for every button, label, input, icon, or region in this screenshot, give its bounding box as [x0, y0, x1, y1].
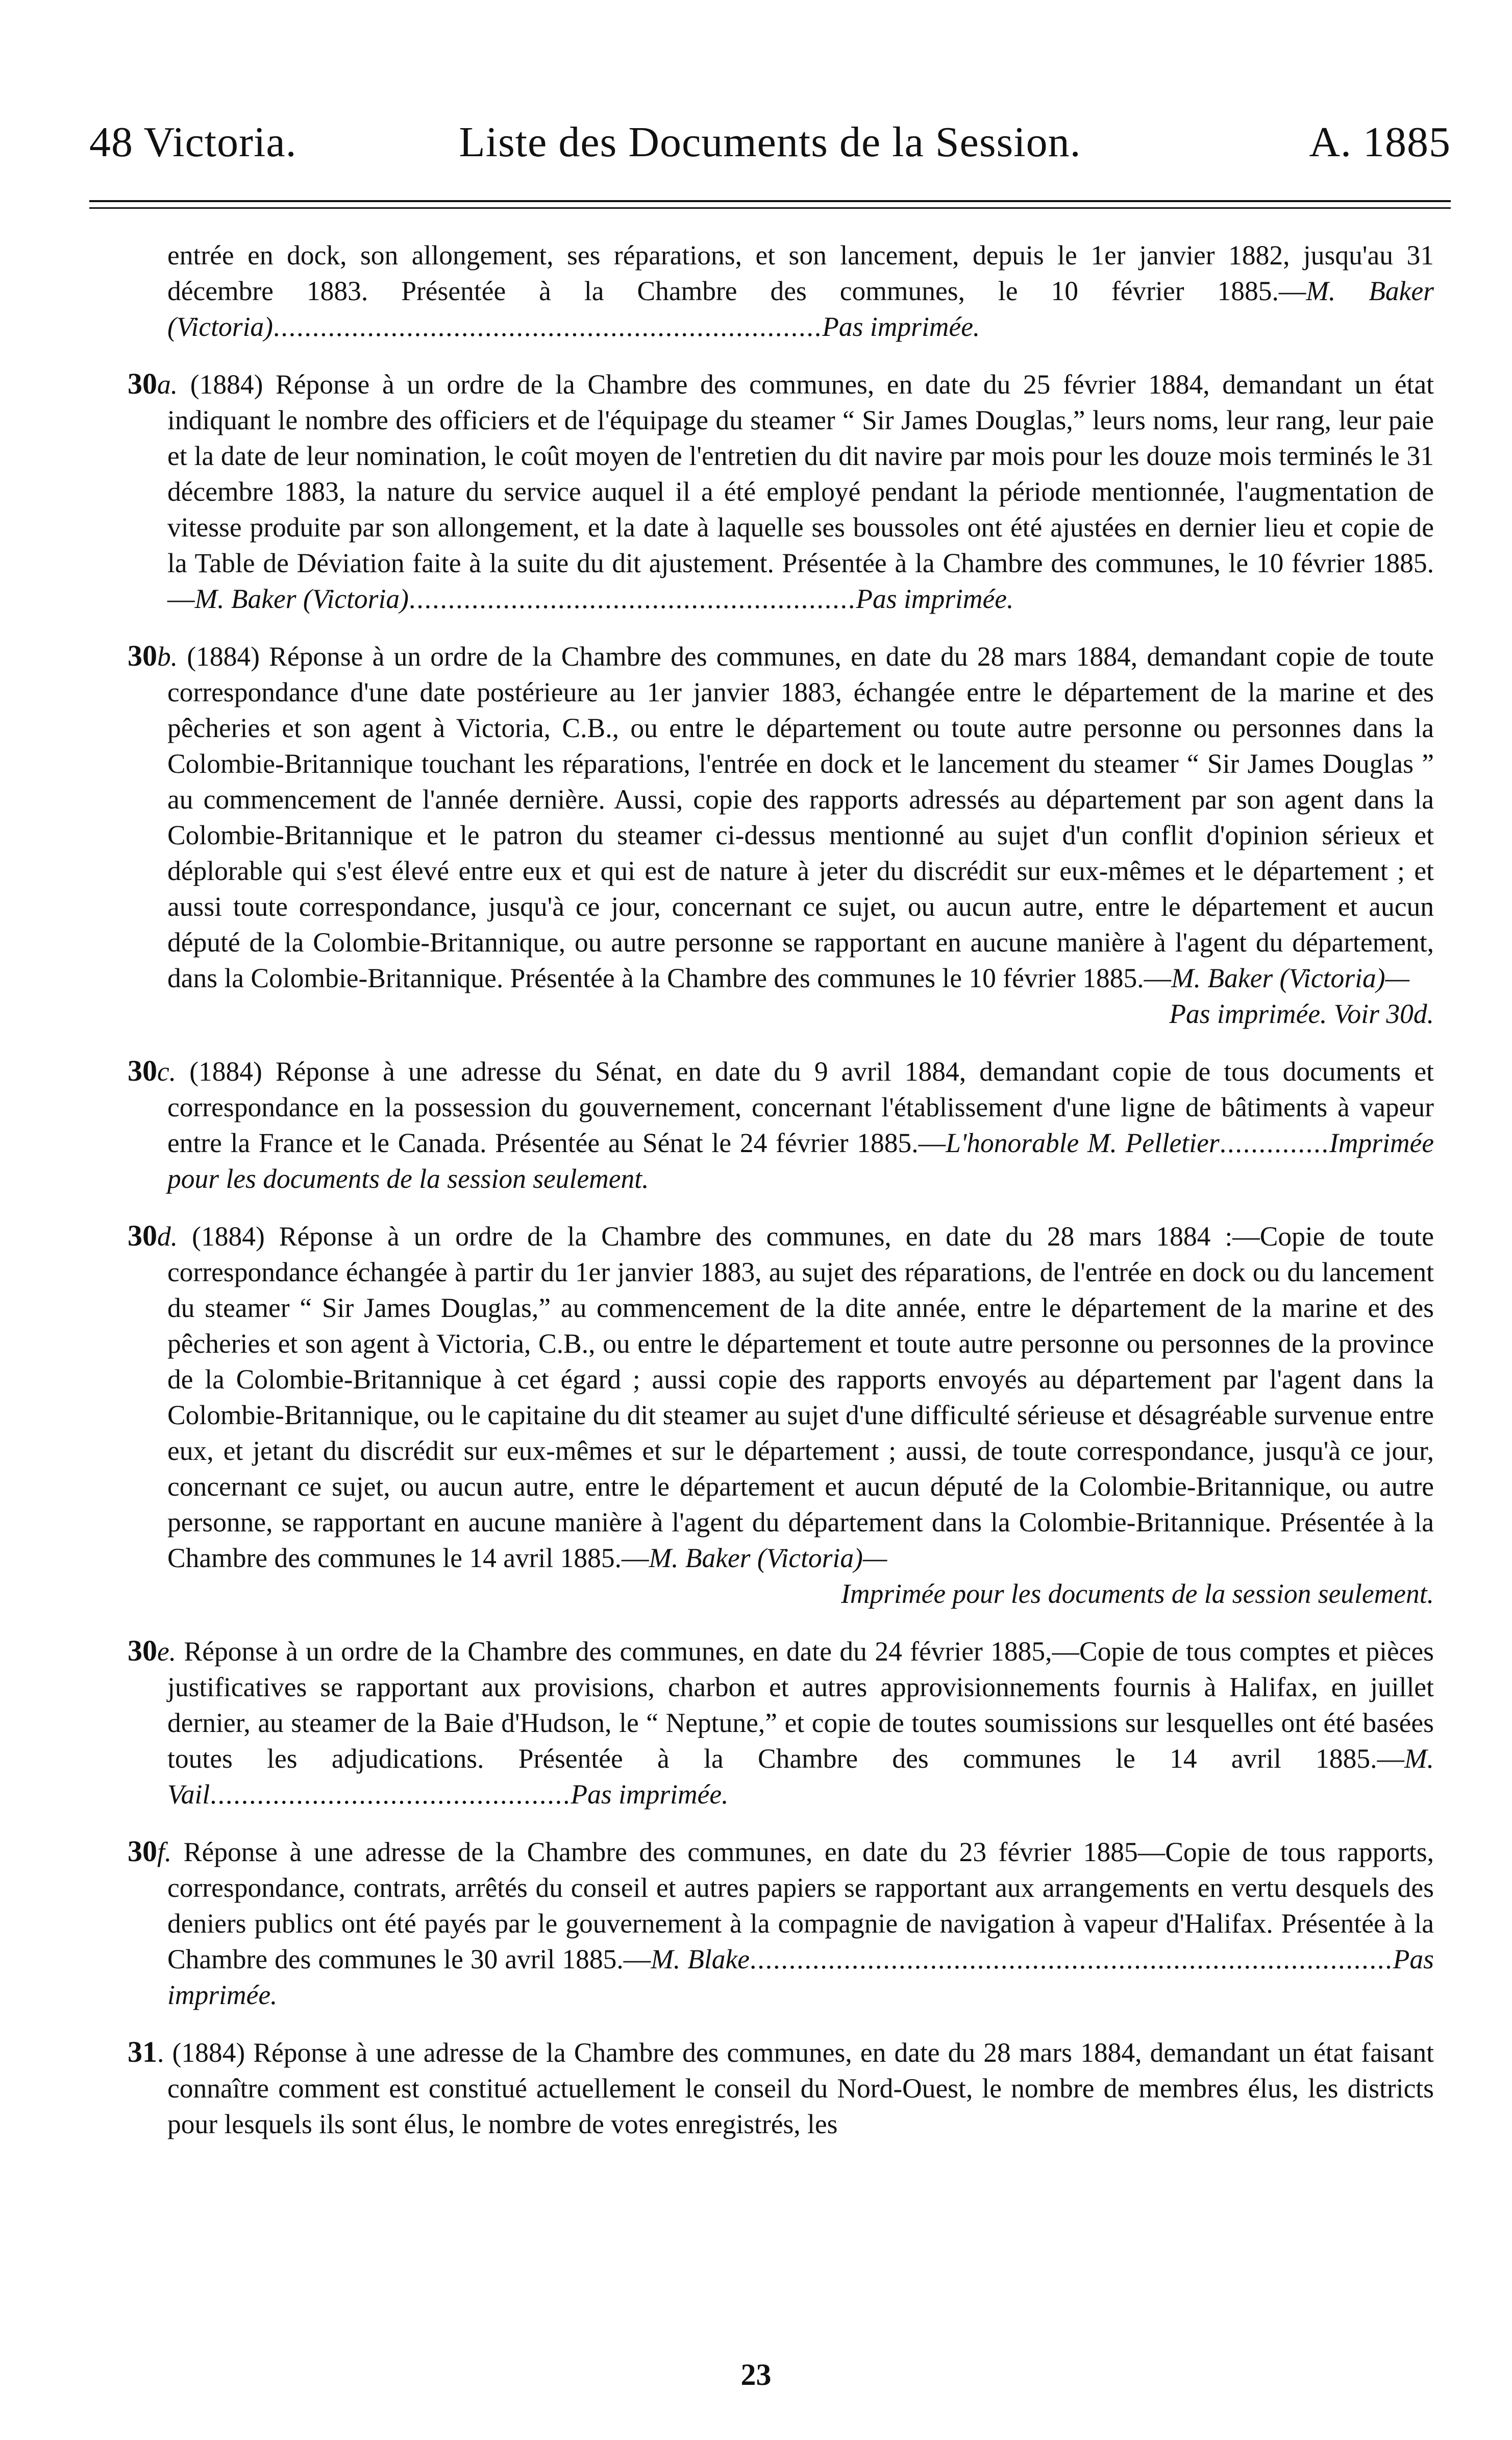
entry-leader: .........................................................: [408, 583, 856, 614]
entry-leader: ..................................................................................: [749, 1944, 1393, 1974]
entry-30b: [128, 638, 1434, 1032]
entry-sponsor: M. Vail: [167, 1743, 1434, 1810]
entry-sponsor: M. Baker (Victoria)—: [1171, 963, 1410, 993]
header-right: A. 1885: [1309, 118, 1451, 166]
entry-sponsor: M. Baker (Victoria): [194, 583, 409, 614]
entry-30a: [128, 366, 1434, 617]
entry-sponsor: M. Baker (Victoria): [167, 276, 1434, 342]
entry-status: Imprimée pour les documents de la session seulement.: [167, 1128, 1434, 1194]
entry-suffix: b.: [157, 641, 178, 672]
header-rule-thick: [89, 200, 1451, 202]
entry-number: 30: [128, 1054, 157, 1087]
entry-number: 30: [128, 1835, 157, 1868]
entry-sponsor: M. Baker (Victoria)—: [649, 1543, 887, 1573]
entry-text: (1884) Réponse à un ordre de la Chambre des communes, en date du 28 mars 1884 :—Copie de toute correspondance échangée à partir du 1er janvier 1883, au sujet des réparations, de l'entrée en dock ou du lancement du steamer “ Sir James Douglas,” au commencement de la dite année, entre le département de la marine et des pêcheries et son agent à Victoria, C.B., ou entre le département et toute autre personne ou personnes de la province de la Colombie-Britannique à cet égard ; aussi copie des rapports envoyés au département par l'agent dans la Colombie-Britannique, ou le capitaine du dit steamer au sujet d'une difficulté sérieuse et désagréable survenue entre eux, et jetant du discrédit sur eux-mêmes et sur le département ; aussi, de toute correspondance, jusqu'à ce jour, concernant ce sujet, ou aucun autre, entre le département et aucun député de la Colombie-Britannique, ou autre personne, se rapportant en aucune manière à l'agent du département dans la Colombie-Britannique. Présentée à la Chambre des communes le 14 avril 1885.—: [167, 1221, 1434, 1573]
entry-status: Pas imprimée.: [571, 1779, 729, 1810]
entry-status: Pas imprimée. Voir 30d.: [1169, 998, 1434, 1029]
entry-suffix: c.: [157, 1056, 177, 1087]
entry-continued: [128, 237, 1434, 345]
entry-leader: ..............: [1219, 1128, 1329, 1158]
entry-text: (1884) Réponse à un ordre de la Chambre des communes, en date du 28 mars 1884, demandant copie de toute correspondance d'une date postérieure au 1er janvier 1883, échangée entre le département de la marine et des pêcheries et son agent à Victoria, C.B., ou entre le département ou toute autre personne ou personnes dans la Colombie-Britannique touchant les réparations, l'entrée en dock et le lancement du steamer “ Sir James Douglas ” au commencement de l'année dernière. Aussi, copie des rapports adressés au département par son agent dans la Colombie-Britannique et le patron du steamer ci-dessus mentionné au sujet d'un conflit d'opinion sérieux et déplorable qui s'est élevé entre eux et qui est de nature à jeter du discrédit sur eux-mêmes et le département ; et aussi toute correspondance, jusqu'à ce jour, concernant ce sujet, ou aucun autre, entre le département et aucun député de la Colombie-Britannique, ou autre personne se rapportant en aucune manière à l'agent du département, dans la Colombie-Britannique. Présentée à la Chambre des communes le 10 février 1885.—: [167, 641, 1434, 993]
header-center: Liste des Documents de la Session.: [459, 118, 1081, 166]
entry-leader: ..............................................: [210, 1779, 571, 1810]
entry-text: (1884) Réponse à un ordre de la Chambre des communes, en date du 25 février 1884, demandant un état indiquant le nombre des officiers et de l'équipage du steamer “ Sir James Douglas,” leurs noms, leur rang, leur paie et la date de leur nomination, le coût moyen de l'entretien du dit navire par mois pour les douze mois terminés le 31 décembre 1883, la nature du service auquel il a été employé pendant la période mentionnée, l'augmentation de vitesse produite par son allongement, et la date à laquelle ses boussoles ont été ajustées en dernier lieu et copie de la Table de Déviation faite à la suite du dit ajustement. Présentée à la Chambre des communes, le 10 février 1885.—: [167, 369, 1434, 614]
entry-leader: ......................................................................: [273, 311, 823, 342]
page-number: 23: [740, 2358, 772, 2392]
entry-number: 30: [128, 1219, 157, 1252]
entry-status: Imprimée pour les documents de la session seulement.: [841, 1578, 1434, 1609]
running-header: [89, 117, 1451, 179]
entry-text: (1884) Réponse à une adresse du Sénat, en date du 9 avril 1884, demandant copie de tous documents et correspondance en la possession du gouvernement, concernant l'établissement d'une ligne de bâtiments à vapeur entre la France et le Canada. Présentée au Sénat le 24 février 1885.—: [167, 1056, 1434, 1158]
entry-text: entrée en dock, son allongement, ses réparations, et son lancement, depuis le 1er janvier 1882, jusqu'au 31 décembre 1883. Présentée à la Chambre des communes, le 10 février 1885.—: [167, 240, 1434, 306]
entry-30e: [128, 1633, 1434, 1812]
entry-30f: [128, 1834, 1434, 2013]
entry-number: 30: [128, 639, 157, 672]
entry-31: [128, 2034, 1434, 2142]
header-rule-thin: [89, 207, 1451, 209]
entry-30c: [128, 1053, 1434, 1197]
entry-number: 31: [128, 2035, 157, 2068]
entry-suffix: d.: [157, 1221, 178, 1252]
entry-suffix: a.: [157, 369, 178, 400]
entry-text: Réponse à une adresse de la Chambre des communes, en date du 23 février 1885—Copie de tous rapports, correspondance, contrats, arrêtés du conseil et autres papiers se rapportant aux arrangements en vertu desquels des deniers publics ont été payés par le gouvernement à la compagnie de navigation à vapeur d'Halifax. Présentée à la Chambre des communes le 30 avril 1885.—: [167, 1837, 1434, 1974]
entry-number: 30: [128, 367, 157, 400]
entry-sponsor: M. Blake: [651, 1944, 750, 1974]
entry-sponsor: L'honorable M. Pelletier: [946, 1128, 1220, 1158]
entry-suffix: f.: [157, 1837, 172, 1867]
entry-status: Pas imprimée.: [856, 583, 1014, 614]
entry-suffix: e.: [157, 1636, 177, 1667]
header-left: 48 Victoria.: [89, 118, 297, 166]
entry-status: Pas imprimée.: [822, 311, 980, 342]
entry-suffix: .: [157, 2037, 164, 2068]
document-body: [128, 237, 1434, 2163]
entry-text: Réponse à un ordre de la Chambre des communes, en date du 24 février 1885,—Copie de tous comptes et pièces justificatives se rapportant aux provisions, charbon et autres approvisionnements fournis à Halifax, en juillet dernier, au steamer de la Baie d'Hudson, le “ Neptune,” et copie de toutes soumissions sur lesquelles ont été basées toutes les adjudications. Présentée à la Chambre des communes le 14 avril 1885.—: [167, 1636, 1434, 1774]
entry-30d: [128, 1218, 1434, 1612]
entry-number: 30: [128, 1634, 157, 1667]
entry-status: Pas imprimée.: [167, 1944, 1434, 2010]
entry-text: (1884) Réponse à une adresse de la Chambre des communes, en date du 28 mars 1884, demandant un état faisant connaître comment est constitué actuellement le conseil du Nord-Ouest, le nombre de membres élus, les districts pour lesquels ils sont élus, le nombre de votes enregistrés, les: [167, 2037, 1434, 2139]
